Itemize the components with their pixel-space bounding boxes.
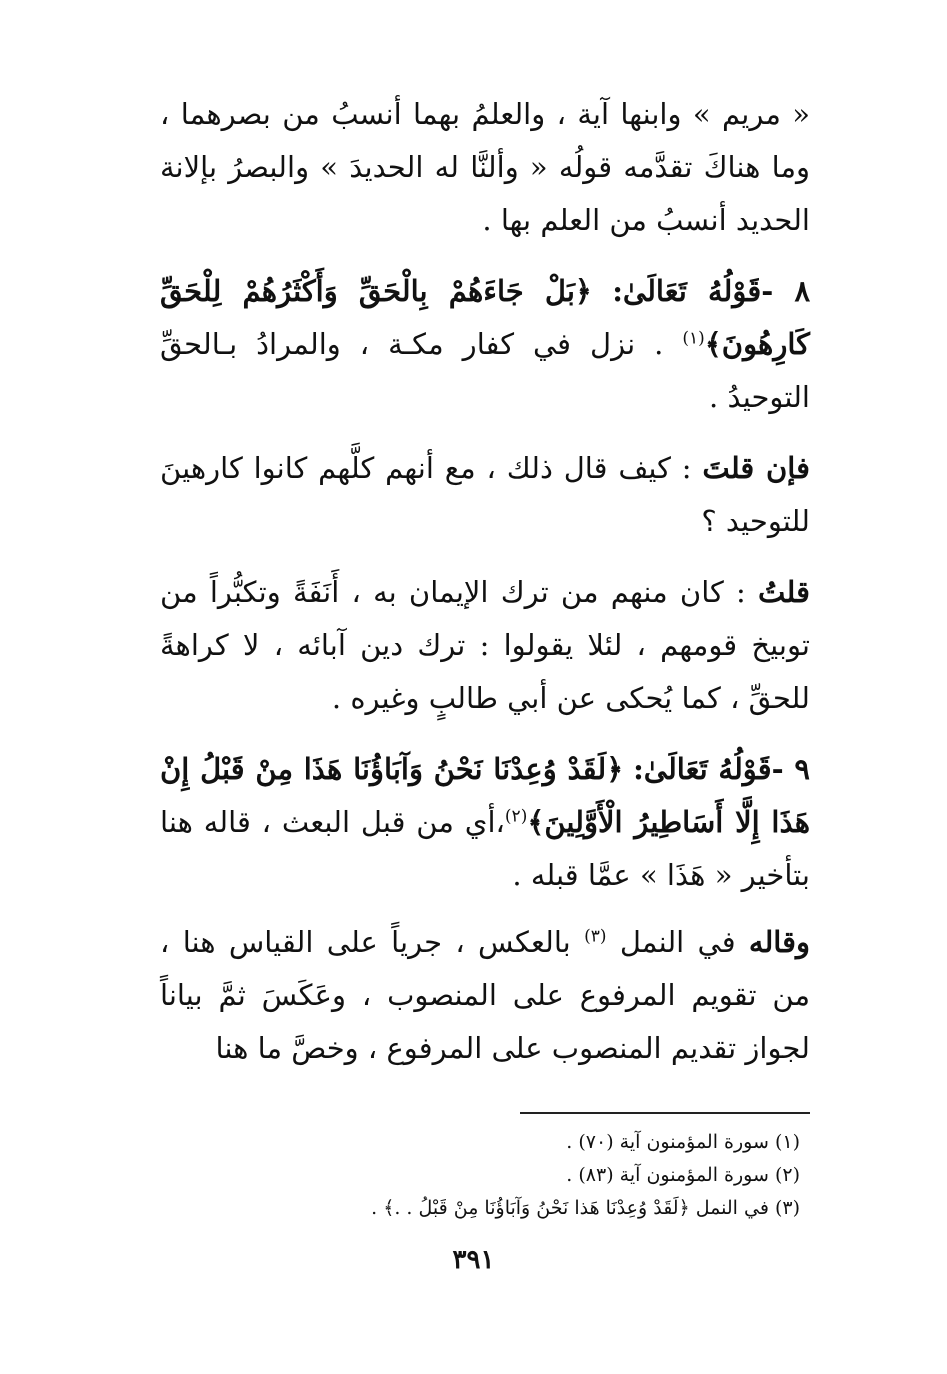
footnote-2: (٢) سورة المؤمنون آية (٨٣) .	[566, 1164, 800, 1186]
paragraph-1	[160, 88, 810, 247]
verse-intro: قَوْلُهُ تَعَالَىٰ:	[633, 752, 772, 786]
footnote-3: (٣) في النمل ﴿لَقَدْ وُعِدْنَا هَذا نَحْنُ وَآبَاؤُنَا مِنْ قَبْلُ . .﴾ .	[371, 1197, 800, 1219]
paragraph-4-text: : كان منهم من ترك الإيمان به ، أَنَفَةً وتكبُّراً من توبيخ قومهم ، لئلا يقولوا : ترك دين آبائه ، لا كراهةً للحقِّ ، كما يُحكى عن أبي طالبٍ وغيره .	[160, 575, 810, 715]
quran-verse: ﴿لَقَدْ وُعِدْنَا نَحْنُ وَآبَاؤُنَا هَذَا مِنْ قَبْلُ إِنْ هَذَا إِلَّا أَسَاطِيرُ الْأَوَّلِينَ﴾	[160, 752, 810, 839]
footnote-1: (١) سورة المؤمنون آية (٧٠) .	[566, 1131, 800, 1153]
paragraph-1-text: « مريم » وابنها آية ، والعلمُ بهما أنسبُ من بصرهما ، وما هناكَ تقدَّمه قولُه « وألنَّا له الحديدَ » والبصرُ بإلانة الحديد أنسبُ من العلم بها .	[160, 97, 810, 237]
question-lead: فإن قلتَ	[702, 451, 810, 485]
paragraph-4	[160, 566, 810, 725]
paragraph-2	[160, 265, 810, 424]
answer-lead: قلتُ	[758, 575, 810, 609]
footnotes	[160, 1126, 810, 1225]
paragraph-5	[160, 743, 810, 902]
page-number: ٣٩١	[452, 1245, 495, 1275]
page-body	[160, 88, 810, 1093]
paragraph-6	[160, 916, 810, 1075]
paragraph-6-middle: في النمل	[606, 925, 749, 959]
paragraph-6-lead: وقاله	[748, 925, 811, 959]
footnote-ref-3[interactable]: (٣)	[584, 926, 607, 947]
paragraph-5-text: ،أي من قبل البعث ، قاله هنا بتأخير « هَذَا » عمَّا قبله .	[160, 805, 810, 892]
footnote-divider	[520, 1112, 810, 1114]
paragraph-2-text: . نزل في كفار مكـة ، والمرادُ بـالحقِّ التوحيدُ .	[160, 327, 810, 414]
paragraph-3-text: : كيف قال ذلك ، مع أنهم كلَّهم كانوا كارهينَ للتوحيد ؟	[160, 451, 810, 538]
quran-verse: ﴿بَلْ جَاءَهُمْ بِالْحَقِّ وَأَكْثَرُهُمْ لِلْحَقِّ كَارِهُونَ﴾	[160, 274, 810, 361]
paragraph-6-text: بالعكس ، جرياً على القياس هنا ، من تقويم المرفوع على المنصوب ، وعَكَسَ ثمَّ بياناً لجواز تقديم المنصوب على المرفوع ، وخصَّ ما هنا	[160, 925, 810, 1065]
item-number-9: ٩ -	[771, 752, 810, 786]
footnote-ref-2[interactable]: (٢)	[504, 806, 528, 827]
verse-intro: قَوْلُهُ تَعَالَىٰ:	[612, 274, 762, 308]
item-number-8: ٨ -	[761, 274, 811, 308]
paragraph-3	[160, 442, 810, 548]
footnote-ref-1[interactable]: (١)	[682, 328, 705, 349]
